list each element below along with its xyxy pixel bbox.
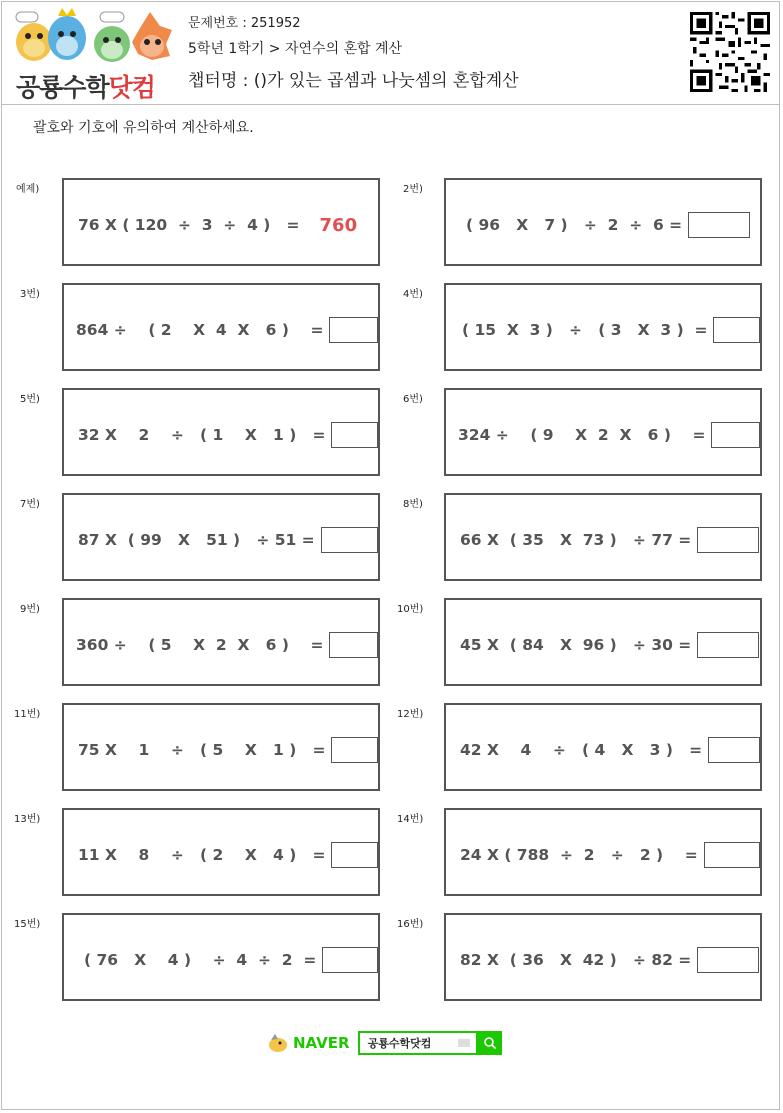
problem-box-16 (444, 913, 762, 1001)
naver-search-banner[interactable] (267, 1030, 502, 1056)
site-logo (12, 6, 177, 101)
problem-label-11: 11번) (14, 709, 41, 720)
problem-box-15 (62, 913, 380, 1001)
expression-text: 76 X ( 120 ÷ 3 ÷ 4 ) = (78, 216, 300, 234)
search-icon (483, 1036, 497, 1050)
expression-text: 864 ÷ ( 2 X 4 X 6 ) = (76, 321, 324, 339)
problem-box-3 (62, 283, 380, 371)
problem-label-6: 6번) (403, 394, 423, 405)
answer-input-box[interactable] (331, 842, 378, 868)
answer-input-box[interactable] (322, 947, 378, 973)
expression-text: 75 X 1 ÷ ( 5 X 1 ) = (78, 741, 326, 759)
keyboard-icon (458, 1039, 470, 1047)
problem-box-8 (444, 493, 762, 581)
expression-text: 11 X 8 ÷ ( 2 X 4 ) = (78, 846, 326, 864)
expression-row (64, 633, 378, 657)
problem-box-11 (62, 703, 380, 791)
problem-box-4 (444, 283, 762, 371)
header-divider (1, 104, 780, 105)
answer-input-box[interactable] (321, 527, 378, 553)
search-value: 공룡수학닷컴 (367, 1037, 432, 1050)
problem-label-example: 예제) (16, 184, 40, 195)
expression-text: 82 X ( 36 X 42 ) ÷ 82 = (460, 951, 692, 969)
expression-row (64, 948, 378, 972)
answer-input-box[interactable] (704, 842, 760, 868)
problem-number: 문제번호 : 251952 (188, 16, 301, 31)
problem-box-5 (62, 388, 380, 476)
expression-row (64, 213, 378, 237)
expression-text: 324 ÷ ( 9 X 2 X 6 ) = (458, 426, 706, 444)
problem-box-10 (444, 598, 762, 686)
expression-row (446, 633, 760, 657)
expression-row (64, 738, 378, 762)
expression-text: 360 ÷ ( 5 X 2 X 6 ) = (76, 636, 324, 654)
naver-label: NAVER (293, 1034, 350, 1052)
logo-text (16, 68, 155, 104)
problem-box-13 (62, 808, 380, 896)
problem-label-15: 15번) (14, 919, 41, 930)
expression-text: 87 X ( 99 X 51 ) ÷ 51 = (78, 531, 315, 549)
problem-label-5: 5번) (20, 394, 40, 405)
expression-row (64, 318, 378, 342)
problem-label-9: 9번) (20, 604, 40, 615)
answer-input-box[interactable] (329, 632, 378, 658)
answer-input-box[interactable] (331, 737, 378, 763)
expression-row (64, 843, 378, 867)
expression-row (446, 423, 760, 447)
expression-text: 42 X 4 ÷ ( 4 X 3 ) = (460, 741, 703, 759)
answer-input-box[interactable] (331, 422, 378, 448)
problem-label-14: 14번) (397, 814, 424, 825)
dinosaur-mascots-icon (12, 6, 177, 68)
problem-label-7: 7번) (20, 499, 40, 510)
problem-box-2 (444, 178, 762, 266)
expression-row (446, 948, 760, 972)
expression-text: 32 X 2 ÷ ( 1 X 1 ) = (78, 426, 326, 444)
problem-box-12 (444, 703, 762, 791)
answer-input-box[interactable] (708, 737, 760, 763)
expression-row (446, 318, 760, 342)
chapter-title: 챕터명 : ()가 있는 곱셈과 나눗셈의 혼합계산 (188, 71, 519, 91)
answer-input-box[interactable] (697, 527, 759, 553)
problem-label-3: 3번) (20, 289, 40, 300)
problem-label-2: 2번) (403, 184, 423, 195)
answer-input-box[interactable] (711, 422, 760, 448)
naver-search-input[interactable] (358, 1031, 478, 1055)
answer-input-box[interactable] (713, 317, 760, 343)
problem-label-16: 16번) (397, 919, 424, 930)
instruction-text: 괄호와 기호에 유의하여 계산하세요. (33, 120, 254, 136)
problem-box-7 (62, 493, 380, 581)
course-breadcrumb: 5학년 1학기 > 자연수의 혼합 계산 (188, 41, 403, 57)
problem-box-example (62, 178, 380, 266)
problem-label-10: 10번) (397, 604, 424, 615)
search-button[interactable] (478, 1031, 502, 1055)
logo-text-dark: 공룡수학 (16, 73, 109, 102)
problem-label-4: 4번) (403, 289, 423, 300)
problem-label-12: 12번) (397, 709, 424, 720)
expression-row (64, 423, 378, 447)
problem-box-14 (444, 808, 762, 896)
expression-row (446, 843, 760, 867)
expression-row (446, 213, 760, 237)
expression-text: 24 X ( 788 ÷ 2 ÷ 2 ) = (460, 846, 698, 864)
problem-box-6 (444, 388, 762, 476)
naver-dino-icon (267, 1032, 289, 1054)
expression-text: 66 X ( 35 X 73 ) ÷ 77 = (460, 531, 692, 549)
answer-input-box[interactable] (329, 317, 378, 343)
expression-row (64, 528, 378, 552)
problem-label-13: 13번) (14, 814, 41, 825)
answer-input-box[interactable] (697, 947, 759, 973)
problem-box-9 (62, 598, 380, 686)
expression-row (446, 738, 760, 762)
logo-text-red: 닷컴 (108, 73, 155, 102)
example-answer: 760 (319, 214, 358, 236)
expression-text: ( 15 X 3 ) ÷ ( 3 X 3 ) = (462, 321, 708, 339)
expression-text: ( 76 X 4 ) ÷ 4 ÷ 2 = (84, 951, 317, 969)
qr-code-icon (690, 12, 770, 92)
problem-label-8: 8번) (403, 499, 423, 510)
answer-input-box[interactable] (688, 212, 750, 238)
expression-text: ( 96 X 7 ) ÷ 2 ÷ 6 = (466, 216, 683, 234)
expression-text: 45 X ( 84 X 96 ) ÷ 30 = (460, 636, 692, 654)
answer-input-box[interactable] (697, 632, 759, 658)
expression-row (446, 528, 760, 552)
